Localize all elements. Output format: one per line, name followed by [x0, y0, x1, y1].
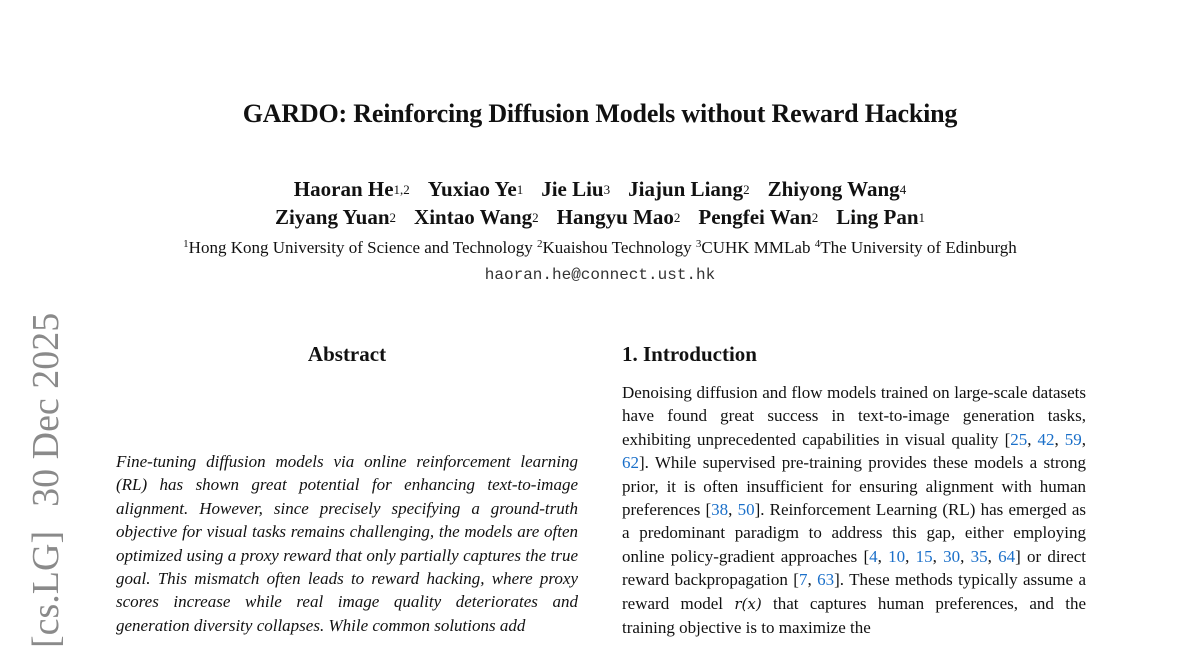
citation-link[interactable]: 30: [943, 546, 961, 566]
author-affiliation-mark: 1,2: [393, 182, 410, 197]
citation-link[interactable]: 42: [1037, 429, 1055, 449]
citation-link[interactable]: 4: [869, 546, 878, 566]
citation-link[interactable]: 10: [888, 546, 906, 566]
intro-text-segment: ]. Reinforcement Learning (RL) has emerged as a predominant paradigm to address this gap, either employing online policy-gradient approaches [: [622, 500, 1086, 566]
author-name: [768, 177, 907, 201]
intro-text-segment: ] or direct reward backpropagation [: [622, 546, 1087, 590]
author-name: [414, 205, 539, 229]
abstract-text: Fine-tuning diffusion models via online reinforcement learning (RL) has shown great potential for enhancing text-to-image alignment. However, since precisely specifying a ground-truth objective for visual tasks remains challenging, the models are often optimized using a proxy reward that only partially captures the true goal. This mismatch often leads to reward hacking, where proxy scores increase while real image quality deteriorates and generation diversity collapses. While common solutions add: [116, 452, 578, 635]
author-name: [628, 177, 749, 201]
author-name-text: Haoran He: [293, 177, 394, 201]
author-affiliation-mark: 1: [516, 182, 524, 197]
abstract-heading: Abstract: [307, 342, 387, 366]
citation-link[interactable]: 59: [1064, 429, 1082, 449]
introduction-heading: 1. Introduction: [622, 342, 757, 366]
author-name: [428, 177, 523, 201]
intro-text-segment: ,: [905, 546, 916, 566]
author-name-text: Ling Pan: [836, 205, 919, 229]
citation-link[interactable]: 35: [970, 546, 988, 566]
math-expression: r(x): [734, 594, 762, 613]
citation-link[interactable]: 63: [817, 570, 835, 590]
arxiv-category: [cs.LG]: [25, 530, 67, 648]
intro-text-segment: ,: [1027, 429, 1038, 449]
intro-text-segment: ,: [987, 546, 999, 566]
author-affiliation-mark: 3: [603, 182, 611, 197]
author-name-text: Yuxiao Ye: [427, 177, 517, 201]
author-name-text: Hangyu Mao: [556, 205, 674, 229]
author-name-text: Pengfei Wan: [698, 205, 812, 229]
author-affiliation-mark: 2: [811, 210, 819, 225]
citation-link[interactable]: 64: [998, 546, 1016, 566]
affiliation-mark: 3: [695, 238, 702, 250]
author-name: [541, 177, 610, 201]
affiliation-name: Kuaishou Technology: [542, 238, 692, 257]
paper-title: GARDO: Reinforcing Diffusion Models without Reward Hacking: [242, 99, 958, 128]
author-name: [698, 205, 818, 229]
authors-row-1: [0, 177, 1200, 202]
citation-link[interactable]: 62: [622, 453, 639, 473]
citation-link[interactable]: 7: [798, 570, 808, 590]
intro-text-segment: ]. These methods typically assume a reward model: [622, 570, 1086, 613]
author-name-text: Xintao Wang: [414, 205, 533, 229]
intro-text-segment: ,: [1054, 429, 1065, 449]
affiliation-mark: 4: [814, 238, 821, 250]
intro-text-segment: ,: [728, 500, 738, 520]
authors-row-2: [0, 205, 1200, 230]
intro-text-segment: that captures human preferences, and the training objective is to maximize the: [622, 593, 1086, 638]
intro-text-segment: Denoising diffusion and flow models trained on large-scale datasets have found great success in text-to-image generation tasks, exhibiting unprecedented capabilities in visual quality [: [622, 383, 1086, 449]
contact-email[interactable]: haoran.he@connect.ust.hk: [484, 266, 716, 284]
affiliation-name: The University of Edinburgh: [820, 238, 1017, 257]
author-name-text: Zhiyong Wang: [767, 177, 900, 201]
citation-link[interactable]: 50: [737, 500, 755, 520]
intro-text-segment: ]. While supervised pre-training provides these models a strong prior, it is often insufficient for ensuring alignment with human preferences [: [622, 453, 1086, 520]
author-affiliation-mark: 2: [673, 210, 681, 225]
intro-text-segment: ,: [1081, 429, 1087, 449]
affiliation-name: CUHK MMLab: [701, 238, 811, 257]
intro-text-segment: ,: [877, 546, 889, 566]
author-name: [557, 205, 681, 229]
arxiv-date: 30 Dec 2025: [25, 312, 67, 507]
author-name: [294, 177, 410, 201]
author-affiliation-mark: 2: [743, 182, 750, 197]
citation-link[interactable]: 38: [711, 500, 729, 520]
author-name-text: Jiajun Liang: [628, 177, 744, 201]
author-affiliation-mark: 1: [918, 210, 926, 225]
author-name-text: Jie Liu: [541, 177, 604, 201]
author-name: [275, 205, 396, 229]
intro-text-segment: ,: [807, 570, 818, 590]
author-name: [836, 205, 925, 229]
author-name-text: Ziyang Yuan: [274, 205, 390, 229]
author-affiliation-mark: 2: [389, 210, 397, 225]
introduction-text: [622, 381, 1086, 639]
author-affiliation-mark: 2: [532, 210, 539, 225]
intro-text-segment: ,: [960, 546, 971, 566]
affiliation-name: Hong Kong University of Science and Technology: [188, 238, 533, 257]
arxiv-stamp: [24, 312, 68, 648]
intro-text-segment: ,: [932, 546, 944, 566]
affiliations: [0, 238, 1200, 258]
citation-link[interactable]: 25: [1010, 429, 1028, 449]
author-affiliation-mark: 4: [899, 182, 907, 197]
affiliation-mark: 2: [537, 238, 543, 250]
citation-link[interactable]: 15: [915, 546, 933, 566]
affiliation-mark: 1: [183, 238, 189, 250]
